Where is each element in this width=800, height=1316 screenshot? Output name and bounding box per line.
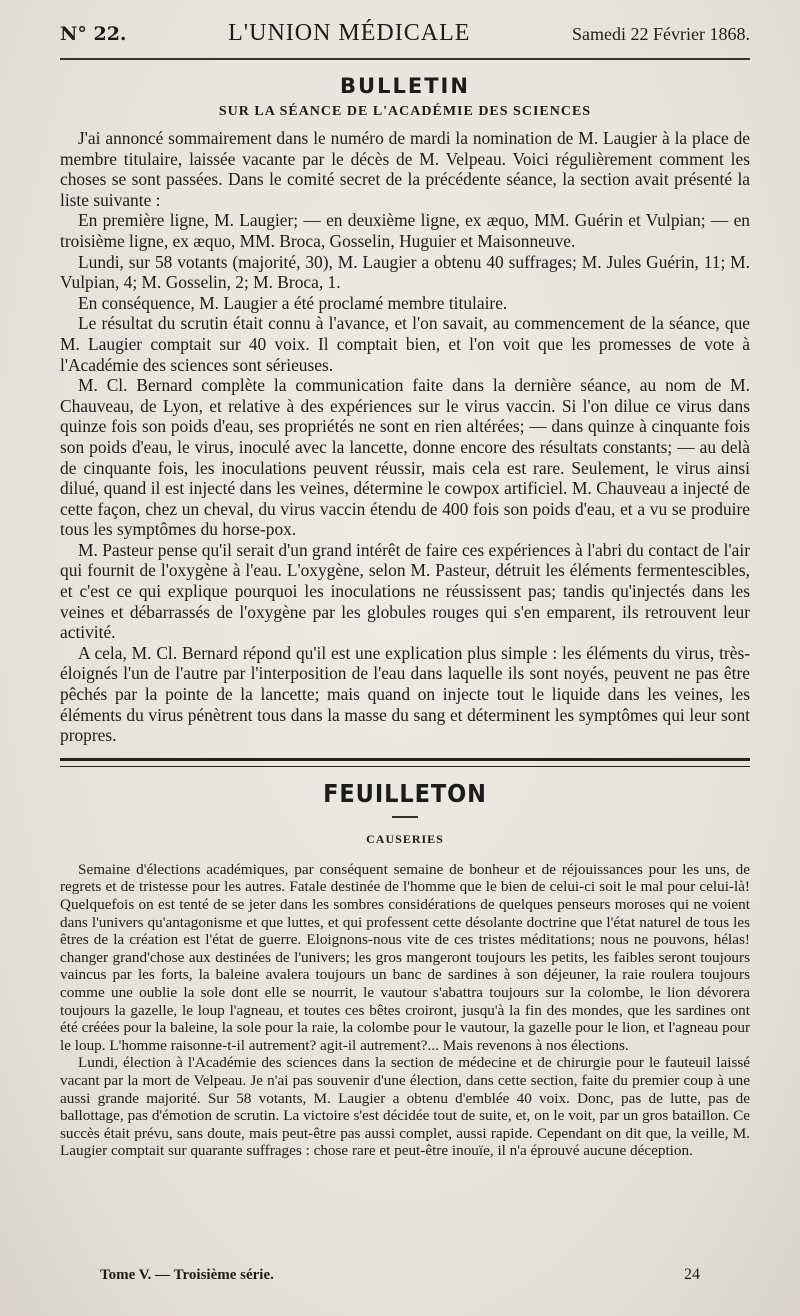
issue-date: Samedi 22 Février 1868. bbox=[572, 24, 750, 44]
bulletin-paragraph: M. Cl. Bernard complète la communication faite dans la dernière séance, au nom de M. Chauveau, de Lyon, et relative à des expériences sur le virus vaccin. Si l'on dilue ce virus dans quinze fois son poids d'eau, ses propriétés ne sont en rien altérées; — dans quinze à cinquante fois son poids d'eau, le virus, inoculé avec la lancette, donne encore des résultats constants; — au delà de cinquante fois, les inoculations peuvent réussir, mais cela est rare. Seulement, le virus ainsi dilué, quand il est injecté dans les veines, détermine le cowpox artificiel. M. Chauveau a injecté de cette façon, chez un cheval, du virus vaccin étendu de 400 fois son poids d'eau, et a vu se produire tous les symptômes du horse-pox. bbox=[60, 375, 750, 540]
bulletin-paragraph: En première ligne, M. Laugier; — en deuxième ligne, ex æquo, MM. Guérin et Vulpian; — en troisième ligne, ex æquo, MM. Broca, Gosselin, Huguier et Maisonneuve. bbox=[60, 210, 750, 251]
header-rule bbox=[60, 58, 750, 60]
feuilleton-subtitle: CAUSERIES bbox=[366, 831, 444, 846]
bulletin-paragraph: A cela, M. Cl. Bernard répond qu'il est une explication plus simple : les éléments du virus, très-éloignés l'un de l'autre par l'interposition de l'eau dans laquelle ils sont noyés, peuvent ne pas être pêchés par la pointe de la lancette; mais quand on injecte tout le liquide dans les veines, les éléments du virus pénètrent tous dans la masse du sang et déterminent les symptômes qui leur sont propres. bbox=[60, 642, 750, 746]
bulletin-paragraph: Le résultat du scrutin était connu à l'avance, et l'on savait, au commencement de la séance, que M. Laugier comptait sur 40 voix. Il comptait bien, et l'on voit que les promesses de vote à l'Académie des sciences sont sérieuses. bbox=[60, 313, 750, 375]
bulletin-subtitle: SUR LA SÉANCE DE L'ACADÉMIE DES SCIENCES bbox=[218, 104, 592, 119]
bulletin-title: BULLETIN bbox=[340, 74, 470, 98]
bulletin-paragraph: Lundi, sur 58 votants (majorité, 30), M. Laugier a obtenu 40 suffrages; M. Jules Guérin, 11; M. Vulpian, 4; M. Gosselin, 2; M. Broca, 1. bbox=[60, 251, 750, 293]
issue-number: N° 22. bbox=[60, 23, 127, 45]
page-number: 24 bbox=[684, 1266, 700, 1283]
volume-series: Tome V. — Troisième série. bbox=[100, 1267, 274, 1283]
bulletin-paragraph: J'ai annoncé sommairement dans le numéro de mardi la nomination de M. Laugier à la place de membre titulaire, laissée vacante par le décès de M. Velpeau. Voici régulièrement comment les choses se sont passées. Dans le comité secret de la précédente séance, la section avait présenté la liste suivante : bbox=[60, 128, 750, 210]
feuilleton-section bbox=[60, 779, 750, 1160]
journal-title: L'UNION MÉDICALE bbox=[228, 20, 471, 46]
bulletin-paragraph: M. Pasteur pense qu'il serait d'un grand intérêt de faire ces expériences à l'abri du contact de l'air qui fournit de l'oxygène à l'eau. L'oxygène, selon M. Pasteur, détruit les éléments fermentescibles, et c'est ce qui explique pourquoi les inoculations ne réussissent pas; tandis qu'injectés dans les veines et débarrassés de l'oxygène par les globules rouges qui s'en emparent, ils retrouvent leur activité. bbox=[60, 539, 750, 643]
running-header bbox=[60, 20, 750, 54]
bulletin-paragraph: En conséquence, M. Laugier a été proclamé membre titulaire. bbox=[78, 292, 508, 313]
feuilleton-paragraph: Lundi, élection à l'Académie des sciences dans la section de médecine et de chirurgie pour le fauteuil laissé vacant par la mort de Velpeau. Je n'ai pas souvenir d'une élection, dans cette section, faite du premier coup à une aussi grande majorité. Sur 58 votants, M. Laugier a obtenu d'emblée 40 voix. Donc, pas de lutte, pas de ballottage, pas d'émotion de scrutin. La victoire s'est décidée tout de suite, et, on le voit, par un gros bataillon. Ce succès était prévu, sans doute, mais peut-être pas aussi complet, aussi rapide. Cependant on dit que, la veille, M. Laugier comptait sur quarante suffrages : chose rare et peut-être inouïe, il n'a éprouvé aucune déception. bbox=[60, 1054, 750, 1160]
title-rule bbox=[392, 816, 418, 818]
running-footer bbox=[100, 1266, 700, 1284]
section-divider bbox=[60, 758, 750, 767]
feuilleton-paragraph: Semaine d'élections académiques, par conséquent semaine de bonheur et de réjouissances pour les uns, de regrets et de tristesse pour les autres. Fatale destinée de l'homme que le bien de celui-ci soit le mal pour celui-là! Quelquefois on est tenté de se jeter dans les sombres considérations de quelques penseurs moroses qui ne voient dans l'univers qu'antagonisme et que luttes, et qui professent cette désolante doctrine que l'état naturel de tous les êtres de la création est l'état de guerre. Eloignons-nous vite de ces tristes méditations; nous ne pouvons, hélas! changer grand'chose aux destinées de l'univers; les gros mangeront toujours les petits, les faibles seront toujours vaincus par les forts, la baleine avalera toujours un banc de sardines à son déjeuner, la raie roulera toujours comme une oublie la sole dont elle se nourrit, le vautour s'abattra toujours sur la colombe, le lion dévorera toujours la gazelle, le loup l'agneau, et toutes ces bêtes croiront, jusqu'à la fin des mondes, que les sardines ont été créées pour la baleine, la sole pour la raie, la colombe pour le vautour, la gazelle pour le lion, et l'agneau pour le loup. L'homme raisonne-t-il autrement? agit-il autrement?... Mais revenons à nos élections. bbox=[60, 860, 750, 1054]
feuilleton-title: FEUILLETON bbox=[323, 778, 487, 808]
feuilleton-body bbox=[60, 861, 750, 1160]
bulletin-section bbox=[60, 74, 750, 746]
bulletin-body bbox=[60, 128, 750, 746]
